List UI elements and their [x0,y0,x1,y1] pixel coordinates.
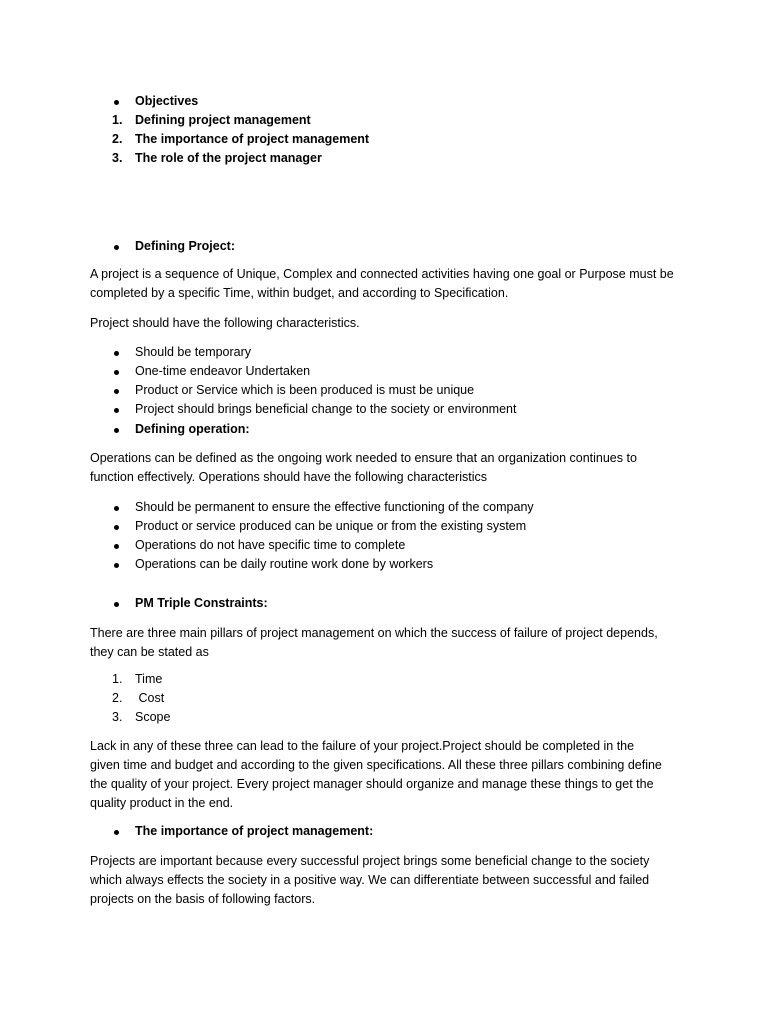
list-item: Project should brings beneficial change to the society or environment [135,402,517,416]
paragraph-line: There are three main pillars of project management on which the success of failure of project depends, [90,626,658,640]
list-number: 2. [112,132,123,146]
section-heading-triple-constraints: PM Triple Constraints: [135,596,268,610]
bullet-icon [114,351,119,356]
list-number: 3. [112,710,123,724]
importance-paragraph [90,852,690,909]
bullet-icon [114,506,119,511]
paragraph-line: quality product in the end. [90,796,234,810]
bullet-icon [114,408,119,413]
list-item: Should be permanent to ensure the effective functioning of the company [135,500,534,514]
paragraph-line: A project is a sequence of Unique, Complex and connected activities having one goal or Purpose must be [90,267,674,281]
list-number: 2. [112,691,123,705]
paragraph-line: the quality of your project. Every project manager should organize and manage these things to get the [90,777,654,791]
objective-item: The role of the project manager [135,151,322,165]
bullet-icon [114,370,119,375]
list-item: One-time endeavor Undertaken [135,364,311,378]
paragraph-line: Lack in any of these three can lead to the failure of your project.Project should be completed in the [90,739,635,753]
bullet-icon [114,544,119,549]
bullet-icon [114,389,119,394]
objective-item: Defining project management [135,113,311,127]
objectives-heading: Objectives [135,94,199,108]
paragraph-line: function effectively. Operations should have the following characteristics [90,470,487,484]
list-number: 3. [112,151,123,165]
bullet-icon [114,245,119,250]
bullet-icon [114,100,119,105]
paragraph-line: given time and budget and according to the given specifications. All these three pillars combining define [90,758,662,772]
paragraph-line: completed by a specific Time, within budget, and according to Specification. [90,286,509,300]
section-heading-importance: The importance of project management: [135,824,374,838]
paragraph-line: Operations can be defined as the ongoing work needed to ensure that an organization continues to [90,451,637,465]
defining-operation-paragraph [90,449,690,487]
bullet-icon [114,602,119,607]
characteristics-intro: Project should have the following characteristics. [90,316,360,330]
bullet-icon [114,525,119,530]
list-number: 1. [112,672,123,686]
section-heading-defining-project: Defining Project: [135,239,236,253]
bullet-icon [114,563,119,568]
list-item: Should be temporary [135,345,252,359]
list-item: Operations can be daily routine work done by workers [135,557,434,571]
list-item: Product or Service which is been produced is must be unique [135,383,475,397]
bullet-icon [114,428,119,433]
constraint-item: Scope [135,710,171,724]
paragraph-line: they can be stated as [90,645,209,659]
paragraph-line: Projects are important because every successful project brings some beneficial change to the society [90,854,650,868]
triple-constraints-paragraph [90,624,690,662]
triple-constraints-conclusion [90,737,690,813]
bullet-icon [114,830,119,835]
defining-project-paragraph [90,265,690,303]
list-item: Product or service produced can be unique or from the existing system [135,519,527,533]
constraint-item: Cost [135,691,165,705]
list-item: Operations do not have specific time to complete [135,538,406,552]
list-number: 1. [112,113,123,127]
constraint-item: Time [135,672,163,686]
objective-item: The importance of project management [135,132,370,146]
paragraph-line: projects on the basis of following factors. [90,892,316,906]
paragraph-line: which always effects the society in a positive way. We can differentiate between successful and failed [90,873,650,887]
section-heading-defining-operation: Defining operation: [135,422,250,436]
